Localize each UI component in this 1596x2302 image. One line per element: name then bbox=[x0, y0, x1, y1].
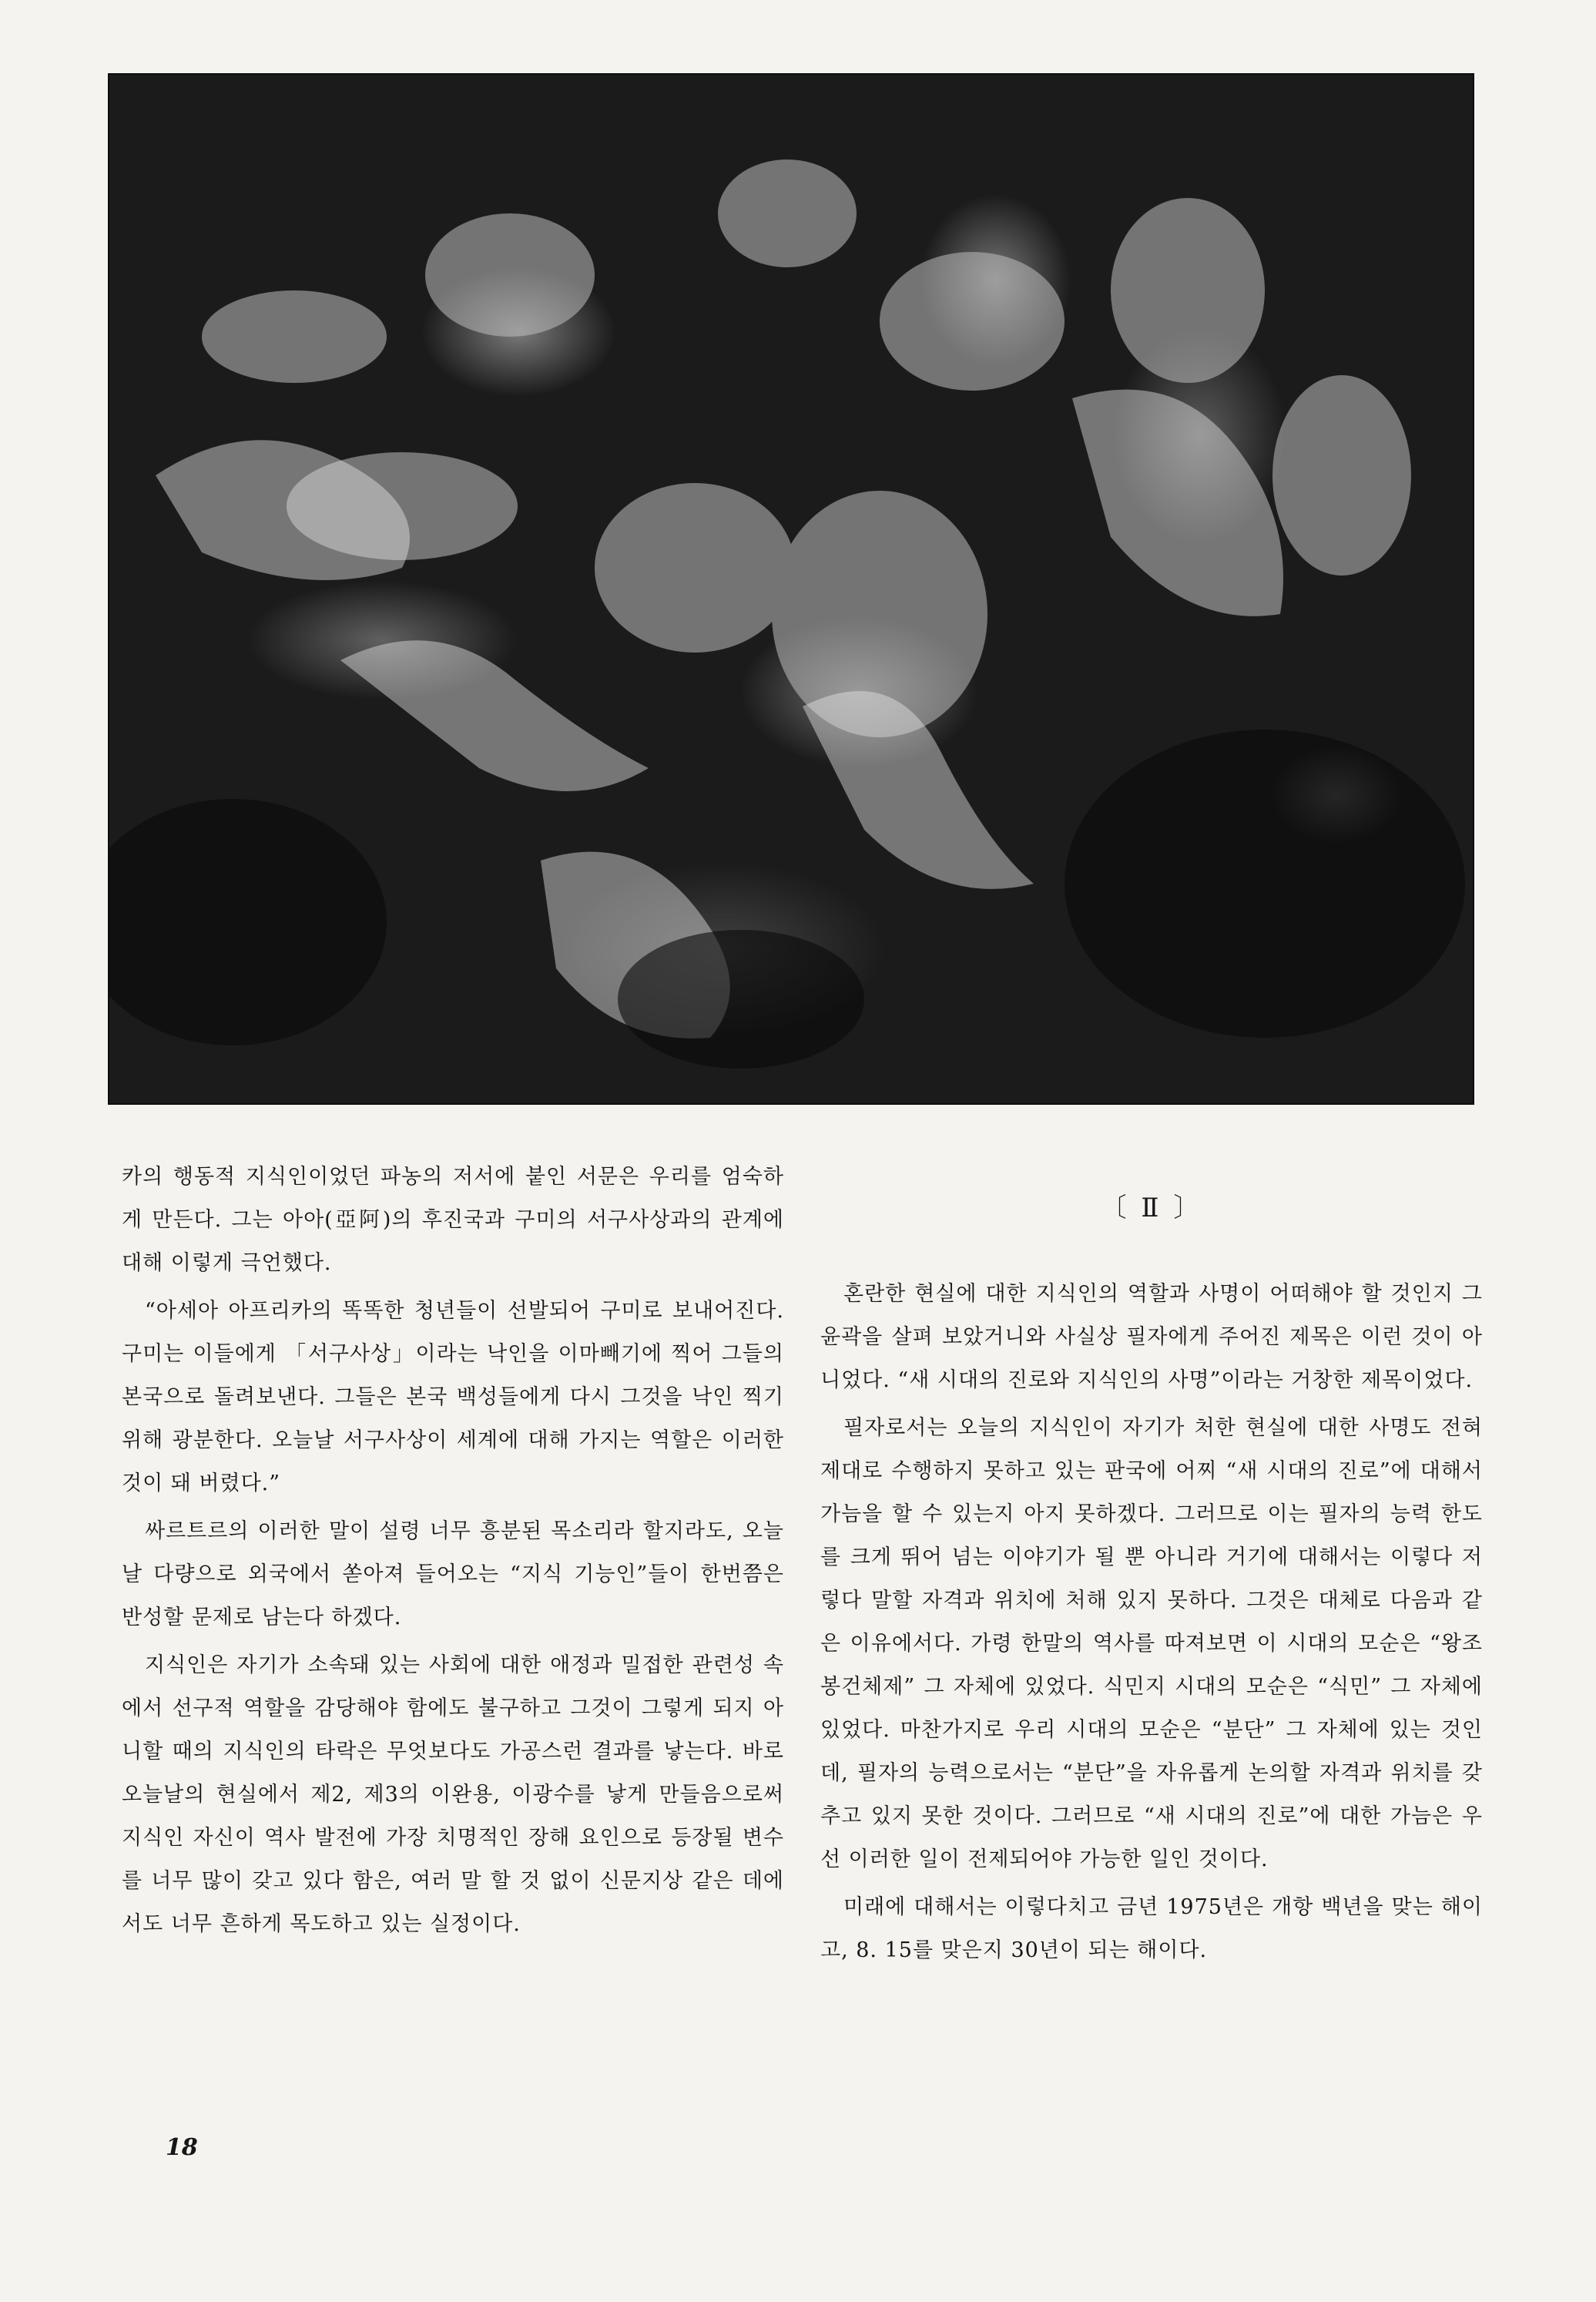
page-number: 18 bbox=[166, 2134, 198, 2161]
photo-crowd-figures bbox=[109, 75, 1473, 1103]
paragraph: 지식인은 자기가 소속돼 있는 사회에 대한 애정과 밀접한 관련성 속에서 선구적 역할을 감당해야 함에도 불구하고 그것이 그렇게 되지 아니할 때의 지식인의 타락은 무엇보다도 가공스런 결과를 낳는다. 바로 오늘날의 현실에서 제2, 제3의 이완용, 이광수를 낳게 만들음으로써 지식인 자신이 역사 발전에 가장 치명적인 장해 요인으로 등장될 변수를 너무 많이 갖고 있다 함은, 여러 말 할 것 없이 신문지상 같은 데에서도 너무 흔하게 목도하고 있는 실정이다. bbox=[122, 1653, 784, 1936]
paragraph-quote: “아세아 아프리카의 똑똑한 청년들이 선발되어 구미로 보내어진다. 구미는 이들에게 「서구사상」이라는 낙인을 이마빼기에 찍어 그들의 본국으로 돌려보낸다. 그들은 본국 백성들에게 다시 그것을 낙인 찍기 위해 광분한다. 오늘날 서구사상이 세계에 대해 가지는 역할은 이러한 것이 돼 버렸다.” bbox=[122, 1299, 784, 1495]
left-column bbox=[122, 1156, 784, 1951]
right-column bbox=[820, 1156, 1483, 1977]
paragraph: 혼란한 현실에 대한 지식인의 역할과 사명이 어떠해야 할 것인지 그 윤곽을 살펴 보았거니와 사실상 필자에게 주어진 제목은 이런 것이 아니었다. “새 시대의 진로와 지식인의 사명”이라는 거창한 제목이었다. bbox=[820, 1282, 1483, 1392]
section-heading: 〔 Ⅱ 〕 bbox=[1100, 1193, 1203, 1223]
paragraph: 싸르트르의 이러한 말이 설령 너무 흥분된 목소리라 할지라도, 오늘날 다량으로 외국에서 쏟아져 들어오는 “지식 기능인”들이 한번쯤은 반성할 문제로 남는다 하겠다. bbox=[122, 1519, 784, 1629]
paragraph: 필자로서는 오늘의 지식인이 자기가 처한 현실에 대한 사명도 전혀 제대로 수행하지 못하고 있는 판국에 어찌 “새 시대의 진로”에 대해서 가늠을 할 수 있는지 아지 못하겠다. 그러므로 이는 필자의 능력 한도를 크게 뛰어 넘는 이야기가 될 뿐 아니라 거기에 대해서는 이렇다 저렇다 말할 자격과 위치에 처해 있지 못하다. 그것은 대체로 다음과 같은 이유에서다. 가령 한말의 역사를 따져보면 이 시대의 모순은 “왕조 봉건체제” 그 자체에 있었다. 식민지 시대의 모순은 “식민” 그 자체에 있었다. 마찬가지로 우리 시대의 모순은 “분단” 그 자체에 있는 것인데, 필자의 능력으로서는 “분단”을 자유롭게 논의할 자격과 위치를 갖추고 있지 못한 것이다. 그러므로 “새 시대의 진로”에 대한 가늠은 우선 이러한 일이 전제되어야 가능한 일인 것이다. bbox=[820, 1416, 1483, 1871]
photograph bbox=[108, 73, 1474, 1105]
paragraph: 미래에 대해서는 이렇다치고 금년 1975년은 개항 백년을 맞는 해이고, 8. 15를 맞은지 30년이 되는 해이다. bbox=[820, 1895, 1483, 1962]
paragraph: 카의 행동적 지식인이었던 파농의 저서에 붙인 서문은 우리를 엄숙하게 만든다. 그는 아아(亞阿)의 후진국과 구미의 서구사상과의 관계에 대해 이렇게 극언했다. bbox=[122, 1165, 784, 1275]
